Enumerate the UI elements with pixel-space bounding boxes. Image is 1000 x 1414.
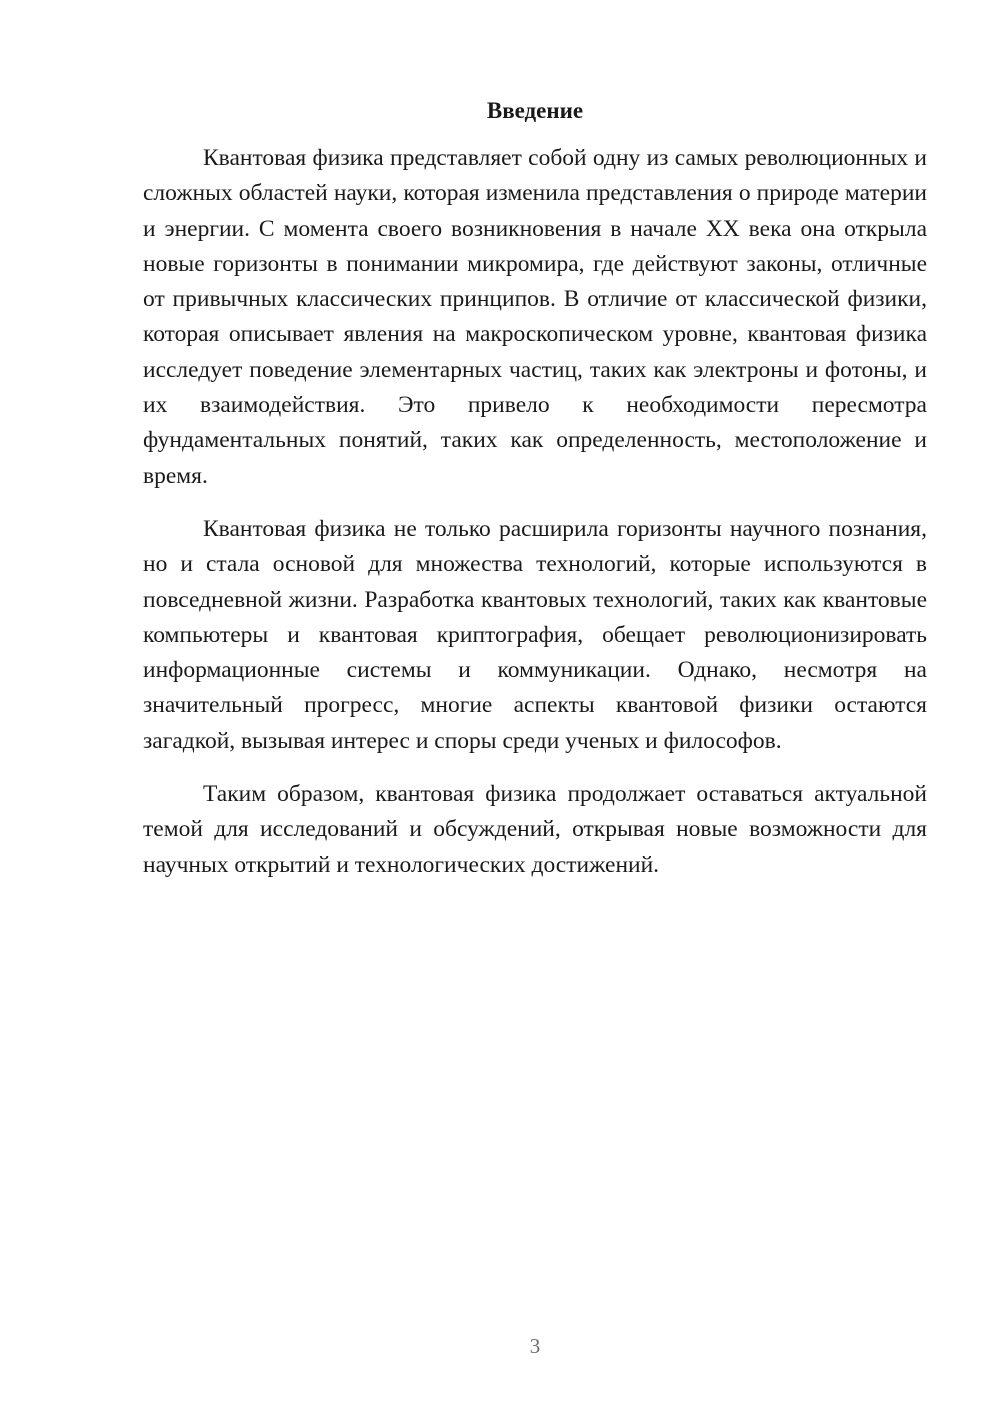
section-title: Введение	[486, 98, 584, 123]
paragraph-1: Квантовая физика представляет собой одну из самых революционных и сложных областей науки, которая изменила представления о природе материи и энергии. С момента своего возникновения в начале XX века она открыла новые горизонты в понимании микромира, где действуют законы, отличные от привычных классических принципов. В отличие от классической физики, которая описывает явления на макроскопическом уровне, квантовая физика исследует поведение элементарных частиц, таких как электроны и фотоны, и их взаимодействия. Это привело к необходимости пересмотра фундаментальных понятий, таких как определенность, местоположение и время.	[143, 145, 927, 489]
page-number: 3	[529, 1334, 541, 1358]
paragraph-3: Таким образом, квантовая физика продолжает оставаться актуальной темой для исследований и обсуждений, открывая новые возможности для научных открытий и технологических достижений.	[143, 781, 927, 878]
paragraph-2: Квантовая физика не только расширила горизонты научного познания, но и стала основой для множества технологий, которые используются в повседневной жизни. Разработка квантовых технологий, таких как квантовые компьютеры и квантовая криптография, обещает революционизировать информационные системы и коммуникации. Однако, несмотря на значительный прогресс, многие аспекты квантовой физики остаются загадкой, вызывая интерес и споры среди ученых и философов.	[143, 515, 927, 754]
body-text	[143, 141, 927, 901]
